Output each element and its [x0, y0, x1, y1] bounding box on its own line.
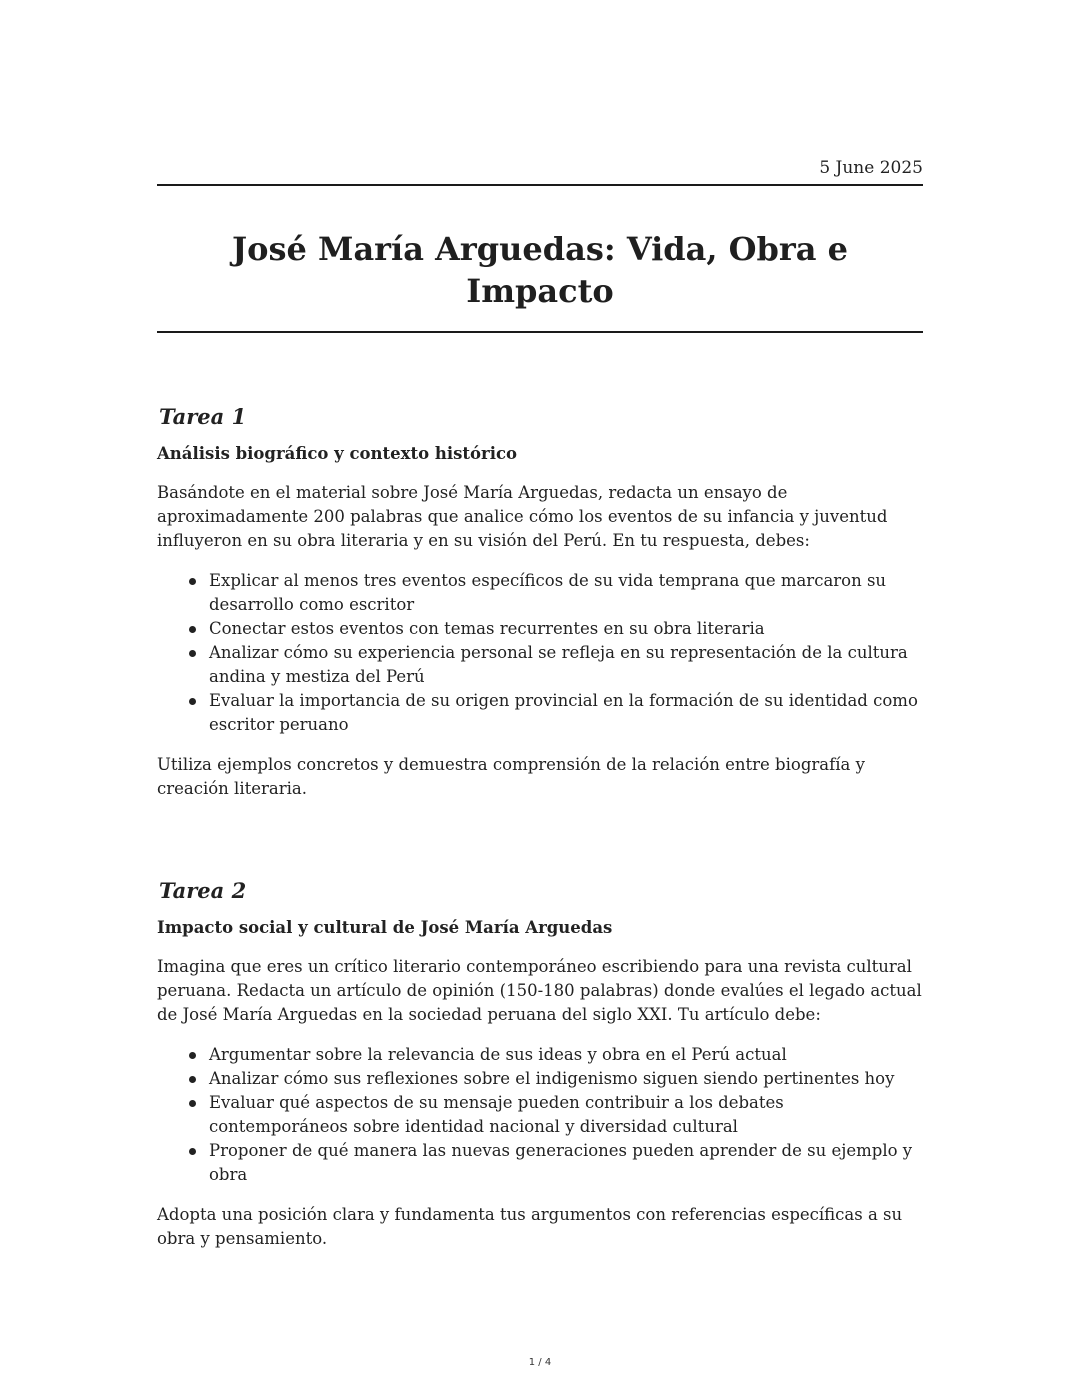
task-1-heading: Tarea 1 — [159, 404, 247, 429]
list-item: Explicar al menos tres eventos específicos de su vida temprana que marcaron su desarrollo como escritor — [209, 569, 923, 617]
header-rule-top — [157, 184, 923, 186]
task-1-subtitle: Análisis biográfico y contexto histórico — [157, 444, 518, 463]
task-1-intro: Basándote en el material sobre José María Arguedas, redacta un ensayo de aproximadamente 200 palabras que analice cómo los eventos de su infancia y juventud influyeron en su obra literaria y en su visión del Perú. En tu respuesta, debes: — [157, 483, 888, 550]
task-1-section — [157, 403, 923, 801]
header-rule-bottom — [157, 331, 923, 333]
task-1-closing: Utiliza ejemplos concretos y demuestra comprensión de la relación entre biografía y creación literaria. — [157, 755, 865, 798]
list-item: Argumentar sobre la relevancia de sus ideas y obra en el Perú actual — [209, 1043, 923, 1067]
task-2-subtitle: Impacto social y cultural de José María Arguedas — [157, 918, 613, 937]
document-title: José María Arguedas: Vida, Obra e Impacto — [232, 230, 848, 310]
list-item: Evaluar la importancia de su origen provincial en la formación de su identidad como escritor peruano — [209, 689, 923, 737]
task-2-bullet-list — [157, 1043, 923, 1187]
page-number: 1 / 4 — [528, 1357, 552, 1368]
task-2-closing: Adopta una posición clara y fundamenta tus argumentos con referencias específicas a su obra y pensamiento. — [157, 1205, 903, 1248]
task-1-bullet-list — [157, 569, 923, 737]
list-item: Conectar estos eventos con temas recurrentes en su obra literaria — [209, 617, 923, 641]
list-item: Analizar cómo su experiencia personal se refleja en su representación de la cultura andina y mestiza del Perú — [209, 641, 923, 689]
list-item: Analizar cómo sus reflexiones sobre el indigenismo siguen siendo pertinentes hoy — [209, 1067, 923, 1091]
task-2-heading: Tarea 2 — [159, 878, 247, 903]
list-item: Evaluar qué aspectos de su mensaje pueden contribuir a los debates contemporáneos sobre identidad nacional y diversidad cultural — [209, 1091, 923, 1139]
task-2-section — [157, 877, 923, 1251]
task-2-intro: Imagina que eres un crítico literario contemporáneo escribiendo para una revista cultural peruana. Redacta un artículo de opinión (150-180 palabras) donde evalúes el legado actual de José María Arguedas en la sociedad peruana del siglo XXI. Tu artículo debe: — [157, 957, 922, 1024]
list-item: Proponer de qué manera las nuevas generaciones pueden aprender de su ejemplo y obra — [209, 1139, 923, 1187]
document-date: 5 June 2025 — [819, 158, 923, 178]
